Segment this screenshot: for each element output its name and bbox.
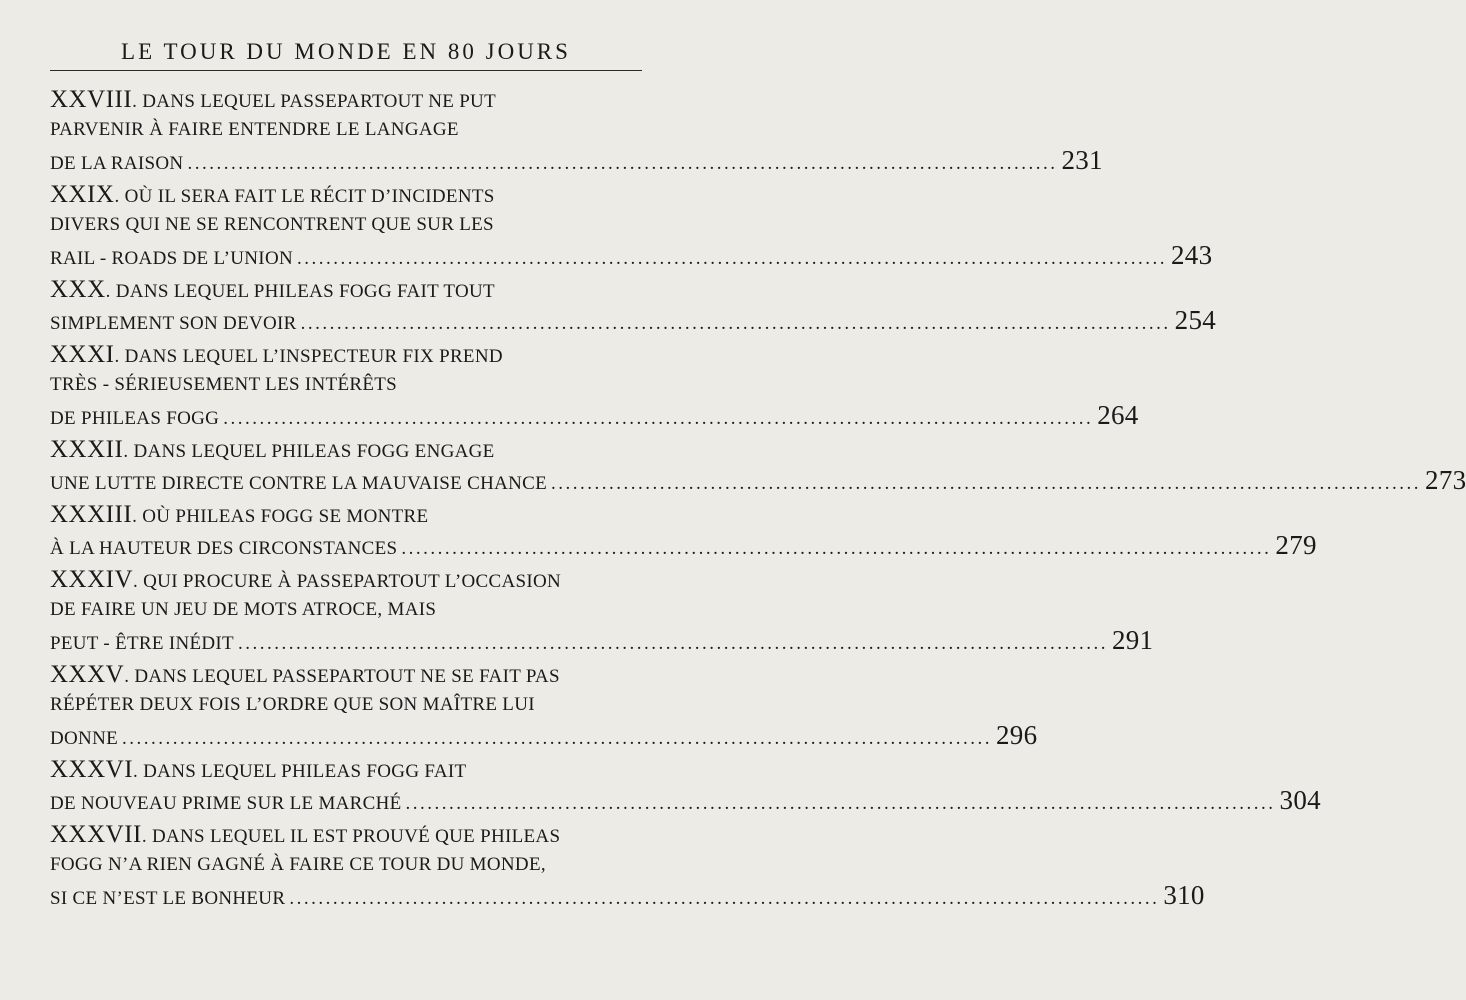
toc-entry: [50, 340, 1139, 430]
chapter-numeral: XXXII: [50, 436, 124, 463]
chapter-title-text: FOGG N’A RIEN GAGNÉ À FAIRE CE TOUR DU MONDE,: [50, 854, 546, 875]
chapter-title-text: DE LA RAISON: [50, 153, 184, 174]
toc-entry-line: [50, 850, 642, 880]
numeral-separator: .: [132, 91, 143, 112]
page-number: 304: [1279, 785, 1321, 815]
chapter-title-text: UNE LUTTE DIRECTE CONTRE LA MAUVAISE CHANCE: [50, 473, 548, 494]
toc-entry-line: [50, 85, 642, 115]
chapter-numeral: XXXIII: [50, 501, 133, 528]
chapter-title-text: DANS LEQUEL PHILEAS FOGG ENGAGE: [133, 441, 495, 462]
toc-entry-line: [50, 660, 642, 690]
chapter-title-text: QUI PROCURE À PASSEPARTOUT L’OCCASION: [143, 571, 562, 592]
toc-entry-line: [50, 275, 642, 305]
page-number: 273: [1425, 465, 1466, 495]
dot-leader: ........................................................................................................................: [223, 408, 1094, 429]
toc-entry-line: [50, 755, 642, 785]
toc-entry-line: [50, 340, 642, 370]
chapter-title-text: DANS LEQUEL IL EST PROUVÉ QUE PHILEAS: [151, 826, 561, 847]
chapter-title-text: OÙ IL SERA FAIT LE RÉCIT D’INCIDENTS: [124, 186, 495, 207]
toc-entry-line: [50, 370, 642, 400]
toc-entry-line: [50, 690, 642, 720]
chapter-title-text: DANS LEQUEL PASSEPARTOUT NE PUT: [142, 91, 496, 112]
toc-entry: [50, 755, 1321, 815]
header-rule: [50, 70, 642, 71]
toc-entry: [50, 275, 1217, 335]
toc-entry-line: [50, 720, 1038, 750]
dot-leader: ........................................................................................................................: [122, 728, 992, 749]
toc-entry-line: [50, 500, 642, 530]
chapter-title-text: DANS LEQUEL PHILEAS FOGG FAIT: [143, 761, 467, 782]
toc-entry-line: [50, 530, 1317, 560]
numeral-separator: .: [132, 506, 143, 527]
page-number: 243: [1170, 240, 1213, 270]
chapter-title-text: DIVERS QUI NE SE RENCONTRENT QUE SUR LES: [50, 214, 494, 235]
toc-entry-line: [50, 210, 642, 240]
chapter-numeral: XXXI: [50, 341, 115, 368]
chapter-numeral: XXVIII: [50, 86, 133, 113]
toc-entry-line: [50, 820, 642, 850]
chapter-numeral: XXXV: [50, 661, 125, 688]
chapter-title-text: SI CE N’EST LE BONHEUR: [50, 888, 286, 909]
toc-entry-line: [50, 465, 1466, 495]
chapter-title-text: RAIL - ROADS DE L’UNION: [50, 248, 293, 269]
chapter-title-text: DE PHILEAS FOGG: [50, 408, 220, 429]
page-number: 264: [1097, 400, 1139, 430]
numeral-separator: .: [114, 346, 125, 367]
page-number: 296: [996, 720, 1038, 750]
numeral-separator: .: [123, 441, 134, 462]
chapter-title-text: DANS LEQUEL PHILEAS FOGG FAIT TOUT: [115, 281, 495, 302]
toc-entry-line: [50, 880, 1205, 910]
toc-entry: [50, 500, 1317, 560]
chapter-title-text: DANS LEQUEL L’INSPECTEUR FIX PREND: [124, 346, 503, 367]
running-head: LE TOUR DU MONDE EN 80 JOURS: [121, 39, 571, 64]
dot-leader: ........................................................................................................................: [237, 633, 1108, 654]
toc-entry: [50, 85, 1103, 175]
chapter-title-text: À LA HAUTEUR DES CIRCONSTANCES: [50, 538, 398, 559]
toc-entry-line: [50, 145, 1103, 175]
chapter-title-text: OÙ PHILEAS FOGG SE MONTRE: [142, 506, 429, 527]
toc-entry-line: [50, 435, 642, 465]
page-number: 231: [1061, 145, 1103, 175]
chapter-title-text: RÉPÉTER DEUX FOIS L’ORDRE QUE SON MAÎTRE LUI: [50, 694, 535, 715]
toc-entry-line: [50, 785, 1321, 815]
toc-entry-line: [50, 400, 1139, 430]
chapter-numeral: XXXIV: [50, 566, 134, 593]
toc-entry-line: [50, 625, 1154, 655]
chapter-title-text: DANS LEQUEL PASSEPARTOUT NE SE FAIT PAS: [134, 666, 560, 687]
toc-entry: [50, 660, 1038, 750]
dot-leader: ........................................................................................................................: [300, 313, 1171, 334]
toc-entry-line: [50, 115, 642, 145]
toc-entry: [50, 435, 1466, 495]
chapter-title-text: PARVENIR À FAIRE ENTENDRE LE LANGAGE: [50, 119, 459, 140]
toc-entry-line: [50, 595, 642, 625]
numeral-separator: .: [133, 761, 144, 782]
numeral-separator: .: [114, 186, 125, 207]
chapter-numeral: XXIX: [50, 181, 115, 208]
numeral-separator: .: [141, 826, 152, 847]
chapter-title-text: DE FAIRE UN JEU DE MOTS ATROCE, MAIS: [50, 599, 437, 620]
numeral-separator: .: [124, 666, 135, 687]
toc-entry: [50, 820, 1205, 910]
numeral-separator: .: [105, 281, 116, 302]
toc-entry: [50, 180, 1213, 270]
chapter-numeral: XXX: [50, 276, 106, 303]
dot-leader: ........................................................................................................................: [296, 248, 1167, 269]
toc-entry-line: [50, 180, 642, 210]
numeral-separator: .: [133, 571, 144, 592]
table-of-contents: [50, 85, 1466, 915]
page-number: 279: [1275, 530, 1317, 560]
chapter-title-text: PEUT - ÊTRE INÉDIT: [50, 633, 234, 654]
page-number: 291: [1111, 625, 1154, 655]
dot-leader: ........................................................................................................................: [187, 153, 1058, 174]
chapter-title-text: SIMPLEMENT SON DEVOIR: [50, 313, 297, 334]
dot-leader: ........................................................................................................................: [551, 473, 1422, 494]
toc-entry-line: [50, 305, 1217, 335]
page-number: 310: [1163, 880, 1205, 910]
dot-leader: ........................................................................................................................: [405, 793, 1276, 814]
chapter-title-text: DONNE: [50, 728, 118, 749]
dot-leader: ........................................................................................................................: [401, 538, 1272, 559]
toc-entry: [50, 565, 1154, 655]
page-number: 254: [1174, 305, 1217, 335]
chapter-numeral: XXXVI: [50, 756, 134, 783]
chapter-title-text: DE NOUVEAU PRIME SUR LE MARCHÉ: [50, 793, 402, 814]
toc-entry-line: [50, 565, 642, 595]
dot-leader: ........................................................................................................................: [289, 888, 1160, 909]
chapter-title-text: TRÈS - SÉRIEUSEMENT LES INTÉRÊTS: [50, 374, 398, 395]
toc-entry-line: [50, 240, 1213, 270]
chapter-numeral: XXXVII: [50, 821, 142, 848]
